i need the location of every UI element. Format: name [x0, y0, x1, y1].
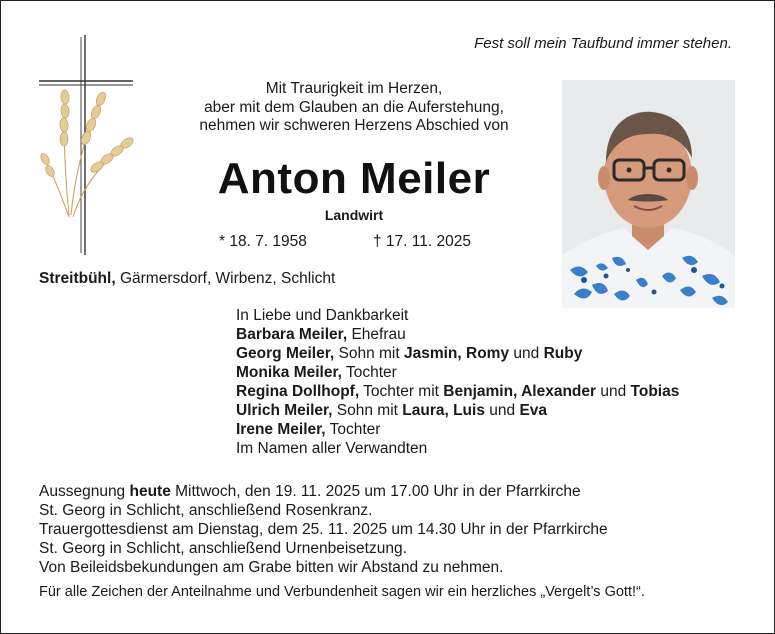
thanks-line: Für alle Zeichen der Anteilnahme und Verbundenheit sagen wir ein herzliches „Vergelt’s Gott!“. — [39, 584, 645, 600]
portrait-photo — [562, 80, 735, 308]
mourners-closing: Im Namen aller Verwandten — [236, 440, 428, 457]
children-names: Benjamin, Alexander — [443, 383, 597, 400]
places — [39, 270, 335, 288]
mourner-row — [236, 344, 679, 363]
motto: Fest soll mein Taufbund immer stehen. — [474, 35, 732, 52]
service-info — [39, 482, 608, 577]
mourner-relation: Tochter mit — [359, 383, 444, 400]
service-line: Trauergottesdienst am Dienstag, dem 25. 11. 2025 um 14.30 Uhr in der Pfarrkirche — [39, 521, 608, 538]
children-names: Eva — [519, 402, 548, 419]
mourner-row — [236, 382, 679, 401]
children-names: Jasmin, Romy — [403, 345, 510, 362]
service-line: Von Beileidsbekundungen am Grabe bitten wir Abstand zu nehmen. — [39, 559, 504, 576]
mourner-row — [236, 363, 679, 382]
children-names: Laura, Luis — [402, 402, 485, 419]
mourner-name: Ulrich Meiler, — [236, 402, 333, 419]
service-line: St. Georg in Schlicht, anschließend Rosenkranz. — [39, 502, 373, 519]
intro-line: Mit Traurigkeit im Herzen, — [265, 80, 443, 97]
mourner-relation: Tochter — [325, 421, 381, 438]
other-places: Gärmersdorf, Wirbenz, Schlicht — [115, 270, 336, 287]
mourner-name: Barbara Meiler, — [236, 326, 348, 343]
service-text: Aussegnung — [39, 483, 130, 500]
main-place: Streitbühl, — [39, 270, 116, 287]
deceased-name: Anton Meiler — [217, 154, 491, 203]
service-emphasis: heute — [129, 483, 171, 500]
mourner-relation: Tochter — [341, 364, 397, 381]
intro-line: nehmen wir schweren Herzens Abschied von — [199, 117, 509, 134]
occupation: Landwirt — [324, 207, 384, 223]
service-line — [39, 482, 608, 501]
cross-with-wheat-icon — [35, 35, 145, 255]
mourner-row — [236, 420, 679, 439]
mourner-name: Monika Meiler, — [236, 364, 342, 381]
mourner-relation: Sohn mit — [334, 345, 404, 362]
mourners-opening: In Liebe und Dankbarkeit — [236, 307, 409, 324]
death-date: † 17. 11. 2025 — [373, 233, 471, 250]
conjunction: und — [596, 383, 631, 400]
mourner-name: Irene Meiler, — [236, 421, 326, 438]
mourner-name: Regina Dollhopf, — [236, 383, 360, 400]
birth-date: * 18. 7. 1958 — [219, 233, 307, 250]
intro-text — [149, 80, 559, 136]
conjunction: und — [484, 402, 520, 419]
mourner-name: Georg Meiler, — [236, 345, 335, 362]
mourner-relation: Ehefrau — [347, 326, 406, 343]
conjunction: und — [509, 345, 544, 362]
service-text: Mittwoch, den 19. 11. 2025 um 17.00 Uhr in der Pfarrkirche — [170, 483, 581, 500]
mourner-row — [236, 401, 679, 420]
children-names: Ruby — [543, 345, 583, 362]
mourner-row — [236, 325, 679, 344]
children-names: Tobias — [630, 383, 680, 400]
mourner-relation: Sohn mit — [332, 402, 403, 419]
mourners-list — [236, 306, 679, 458]
service-line: St. Georg in Schlicht, anschließend Urnenbeisetzung. — [39, 540, 407, 557]
intro-line: aber mit dem Glauben an die Auferstehung, — [204, 98, 504, 116]
